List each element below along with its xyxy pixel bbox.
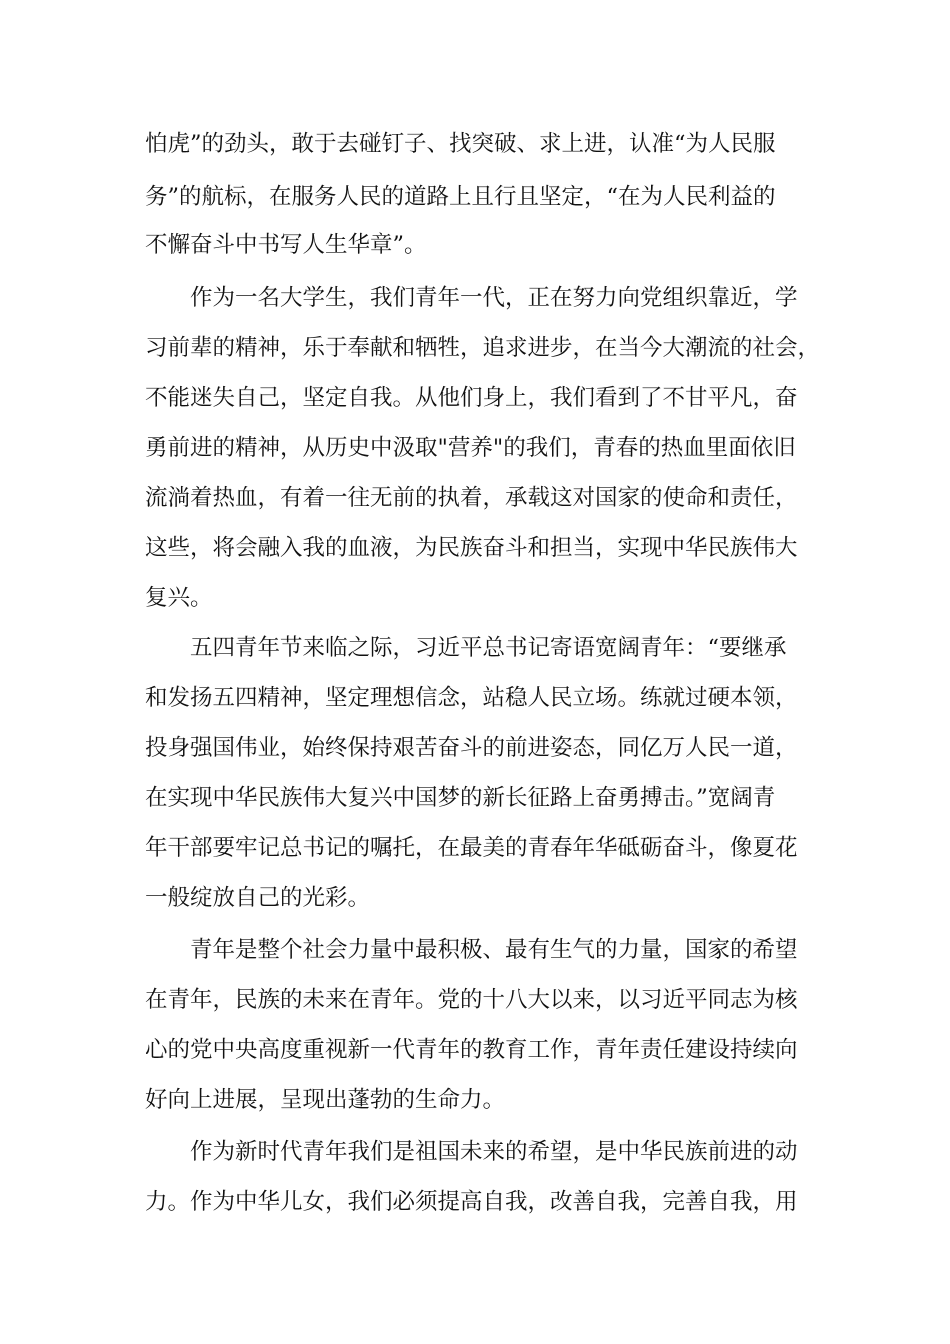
text-line: 投身强国伟业，始终保持艰苦奋斗的前进姿态，同亿万人民一道， bbox=[145, 735, 798, 761]
paragraph-first-line: 作为一名大学生，我们青年一代，正在努力向党组织靠近，学 bbox=[190, 285, 798, 311]
text-line: 习前辈的精神，乐于奉献和牺牲，追求进步，在当今大潮流的社会， bbox=[145, 335, 821, 361]
text-line: 复兴。 bbox=[145, 585, 213, 611]
text-line: 怕虎”的劲头，敢于去碰钉子、找突破、求上进，认准“为人民服 bbox=[145, 131, 776, 157]
text-line: 年干部要牢记总书记的嘱托，在最美的青春年华砥砺奋斗，像夏花 bbox=[145, 835, 798, 861]
text-line: 力。作为中华儿女，我们必须提高自我，改善自我，完善自我，用 bbox=[145, 1189, 798, 1215]
text-line: 在青年，民族的未来在青年。党的十八大以来，以习近平同志为核 bbox=[145, 987, 798, 1013]
paragraph-first-line: 作为新时代青年我们是祖国未来的希望，是中华民族前进的动 bbox=[190, 1139, 798, 1165]
text-line: 勇前进的精神，从历史中汲取"营养"的我们，青春的热血里面依旧 bbox=[145, 435, 796, 461]
text-line: 务”的航标，在服务人民的道路上且行且坚定，“在为人民利益的 bbox=[145, 184, 776, 210]
text-line: 不能迷失自己，坚定自我。从他们身上，我们看到了不甘平凡，奋 bbox=[145, 385, 798, 411]
text-line: 在实现中华民族伟大复兴中国梦的新长征路上奋勇搏击。”宽阔青 bbox=[145, 785, 776, 811]
text-line: 好向上进展，呈现出蓬勃的生命力。 bbox=[145, 1087, 506, 1113]
text-line: 这些，将会融入我的血液，为民族奋斗和担当，实现中华民族伟大 bbox=[145, 535, 798, 561]
text-line: 和发扬五四精神，坚定理想信念，站稳人民立场。练就过硬本领， bbox=[145, 685, 798, 711]
paragraph-first-line: 青年是整个社会力量中最积极、最有生气的力量，国家的希望 bbox=[190, 937, 798, 963]
text-line: 一般绽放自己的光彩。 bbox=[145, 885, 371, 911]
text-line: 心的党中央高度重视新一代青年的教育工作，青年责任建设持续向 bbox=[145, 1037, 798, 1063]
text-line: 流淌着热血，有着一往无前的执着，承载这对国家的使命和责任， bbox=[145, 485, 798, 511]
text-line: 不懈奋斗中书写人生华章”。 bbox=[145, 232, 427, 258]
paragraph-first-line: 五四青年节来临之际，习近平总书记寄语宽阔青年：“要继承 bbox=[190, 635, 787, 661]
